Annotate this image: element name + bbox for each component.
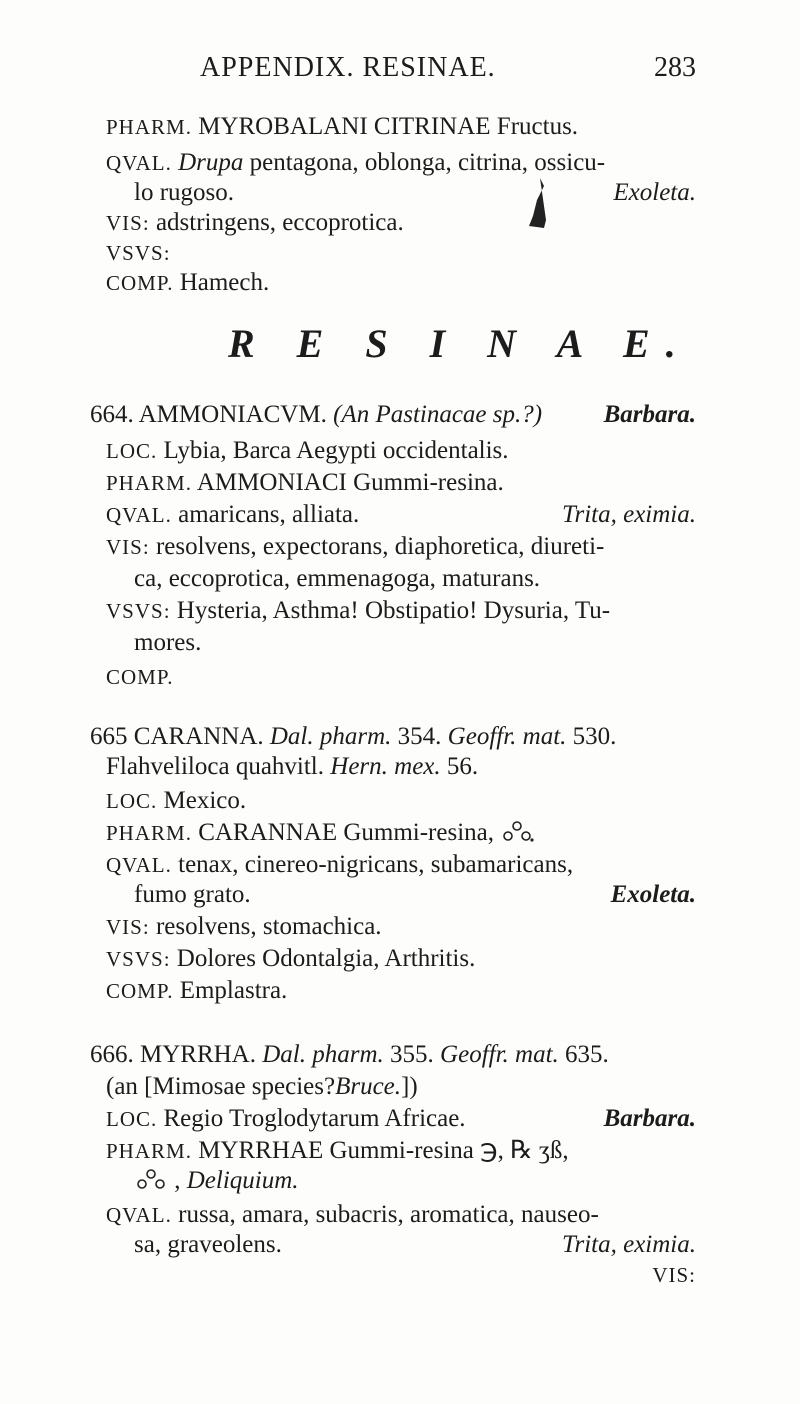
- page-header: [0, 52, 800, 92]
- catchword: VIS:: [652, 1263, 696, 1287]
- entry-line: sa, graveolens. Trita, eximia.: [134, 1231, 696, 1258]
- entry-line: LOC. Mexico.: [106, 787, 247, 814]
- entry-line: LOC. Lybia, Barca Aegypti occidentalis.: [106, 437, 509, 464]
- entry-line: 664. AMMONIACVM. (An Pastinacae sp.?) Barbara.: [90, 401, 696, 428]
- entry-line: VSVS:: [106, 241, 171, 265]
- entry-line: VIS: adstringens, eccoprotica.: [106, 209, 404, 236]
- entry-line: PHARM. MYROBALANI CITRINAE Fructus.: [106, 113, 579, 140]
- entry-line: , Deliquium.: [134, 1166, 299, 1196]
- pharmacy-symbol-icon: [500, 818, 534, 844]
- entry-line: VIS: resolvens, expectorans, diaphoretica, diureti-: [106, 533, 605, 560]
- entry-line: COMP.: [106, 665, 174, 689]
- page-number: 283: [654, 52, 696, 83]
- entry-line: PHARM. MYRRHAE Gummi-resina ℈, ℞ ʒß,: [106, 1137, 569, 1164]
- entry-line: LOC. Regio Troglodytarum Africae. Barbara.: [106, 1105, 696, 1132]
- entry-line: lo rugoso. Exoleta.: [134, 179, 696, 206]
- running-head: APPENDIX. RESINAE.: [200, 52, 496, 83]
- entry-line: fumo grato. Exoleta.: [134, 881, 696, 908]
- entry-line: QVAL. tenax, cinereo-nigricans, subamaricans,: [106, 851, 574, 878]
- entry-line: 666. MYRRHA. Dal. pharm. 355. Geoffr. mat. 635.: [90, 1041, 609, 1068]
- entry-line: COMP. Hamech.: [106, 269, 270, 296]
- entry-line: 665 CARANNA. Dal. pharm. 354. Geoffr. mat. 530.: [90, 723, 617, 750]
- ink-mark-icon: [526, 176, 550, 232]
- entry-line: VSVS: Dolores Odontalgia, Arthritis.: [106, 945, 476, 972]
- entry-line: PHARM. AMMONIACI Gummi-resina.: [106, 469, 504, 496]
- entry-line: COMP. Emplastra.: [106, 977, 288, 1004]
- pharmacy-symbol-icon: [134, 1166, 168, 1192]
- entry-line: VIS: resolvens, stomachica.: [106, 913, 382, 940]
- entry-line: (an [Mimosae species?Bruce.]): [106, 1073, 418, 1100]
- entry-line: mores.: [134, 629, 202, 656]
- entry-line: Flahvelilocа quahvitl. Hern. mex. 56.: [106, 753, 479, 780]
- entry-line: QVAL. russa, amara, subacris, aromatica, nauseo-: [106, 1201, 599, 1228]
- entry-line: PHARM. CARANNAE Gummi-resina,: [106, 818, 534, 848]
- entry-line: ca, eccoprotica, emmenagoga, maturans.: [134, 565, 541, 592]
- section-title: R E S I N A E.: [228, 321, 692, 366]
- entry-line: VSVS: Hysteria, Asthma! Obstipatio! Dysuria, Tu-: [106, 597, 611, 624]
- entry-line: QVAL. amaricans, alliata. Trita, eximia.: [106, 501, 696, 528]
- entry-line: QVAL. Drupa pentagona, oblonga, citrina, ossicu-: [106, 149, 606, 176]
